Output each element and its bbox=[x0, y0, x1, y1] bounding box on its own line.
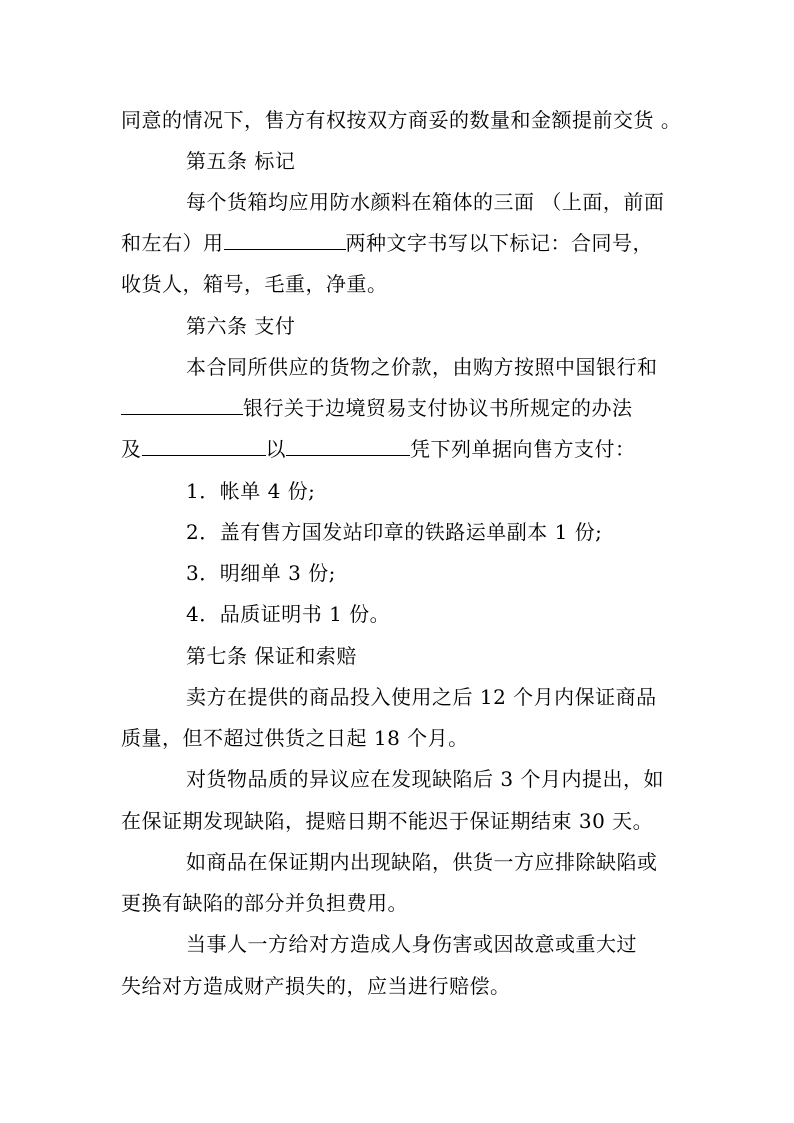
paragraph-line: 失给对方造成财产损失的，应当进行赔偿。 bbox=[121, 974, 511, 998]
paragraph-line: 卖方在提供的商品投入使用之后 12 个月内保证商品 bbox=[186, 685, 657, 709]
text-segment: 凭下列单据向售方支付： bbox=[410, 437, 636, 461]
paragraph-line-with-blank bbox=[121, 395, 681, 421]
paragraph-line: 更换有缺陷的部分并负担费用。 bbox=[121, 891, 408, 915]
paragraph-line-with-blank bbox=[121, 230, 681, 256]
paragraph-line: 在保证期发现缺陷，提赔日期不能迟于保证期结束 30 天。 bbox=[121, 809, 654, 833]
list-item: 3．明细单 3 份; bbox=[186, 561, 336, 585]
text-segment: 银行关于边境贸易支付协议书所规定的办法 bbox=[243, 396, 633, 420]
paragraph-line: 质量，但不超过供货之日起 18 个月。 bbox=[121, 726, 469, 750]
fill-in-blank bbox=[224, 231, 346, 250]
text-segment: 两种文字书写以下标记：合同号， bbox=[345, 231, 653, 255]
list-item: 2．盖有售方国发站印章的铁路运单副本 1 份; bbox=[186, 520, 603, 544]
paragraph-line: 同意的情况下，售方有权按双方商妥的数量和金额提前交货 。 bbox=[121, 108, 682, 132]
text-segment: 以 bbox=[265, 437, 286, 461]
paragraph-line-with-blanks bbox=[121, 436, 681, 462]
fill-in-blank bbox=[286, 437, 410, 456]
list-item: 1．帐单 4 份; bbox=[186, 479, 316, 503]
paragraph-line: 对货物品质的异议应在发现缺陷后 3 个月内提出，如 bbox=[186, 767, 664, 791]
paragraph-line: 如商品在保证期内出现缺陷，供货一方应排除缺陷或 bbox=[186, 850, 658, 874]
paragraph-line: 当事人一方给对方造成人身伤害或因故意或重大过 bbox=[186, 932, 637, 956]
section-heading-article-5: 第五条 标记 bbox=[186, 149, 296, 173]
paragraph-line: 本合同所供应的货物之价款，由购方按照中国银行和 bbox=[186, 355, 658, 379]
list-item: 4．品质证明书 1 份。 bbox=[186, 602, 391, 626]
paragraph-line: 收货人，箱号，毛重，净重。 bbox=[121, 272, 388, 296]
section-heading-article-6: 第六条 支付 bbox=[186, 314, 296, 338]
fill-in-blank bbox=[121, 396, 243, 415]
text-segment: 及 bbox=[121, 437, 142, 461]
text-segment: 和左右）用 bbox=[121, 231, 224, 255]
section-heading-article-7: 第七条 保证和索赔 bbox=[186, 644, 357, 668]
paragraph-line: 每个货箱均应用防水颜料在箱体的三面 （上面，前面 bbox=[186, 190, 665, 214]
fill-in-blank bbox=[142, 437, 266, 456]
